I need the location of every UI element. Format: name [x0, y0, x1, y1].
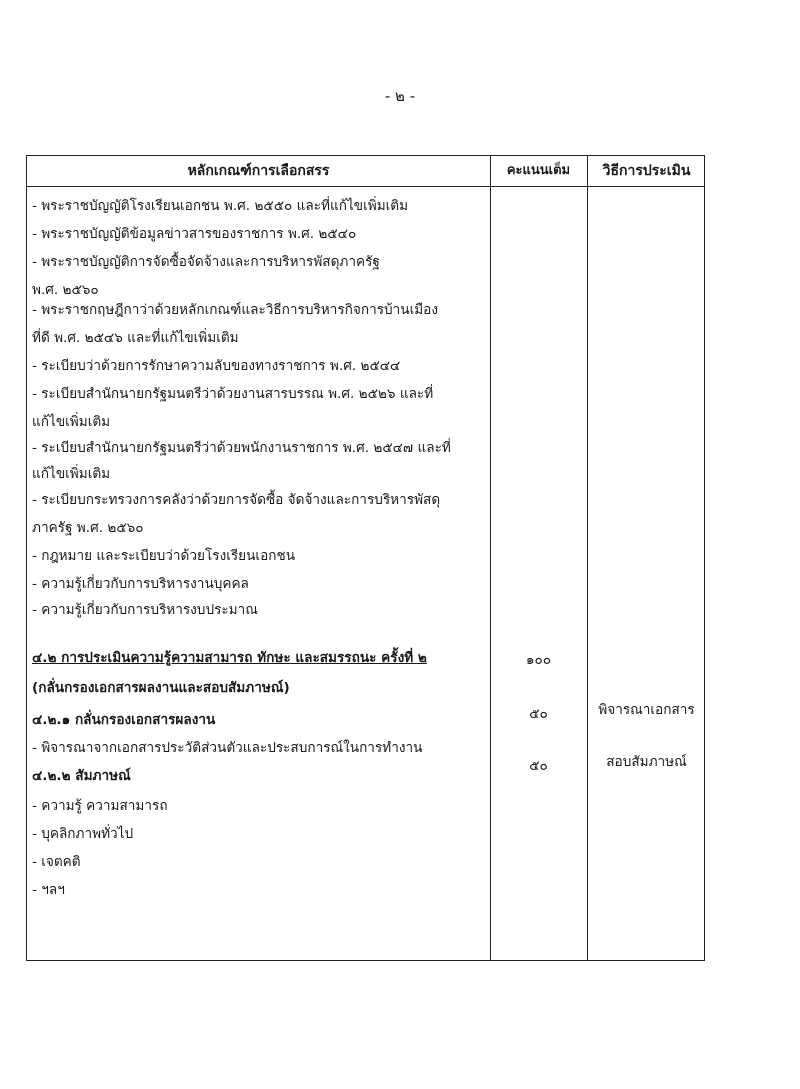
criteria-line: - ระเบียบว่าด้วยการรักษาความลับของทางราชการ พ.ศ. ๒๕๔๔ [32, 358, 401, 374]
criteria-line: - ความรู้ ความสามารถ [32, 798, 168, 814]
criteria-line: - พระราชบัญญัติการจัดซื้อจัดจ้างและการบริหารพัสดุภาครัฐ [32, 254, 380, 270]
score-value: ๕๐ [529, 758, 548, 774]
header-full-score: คะแนนเต็ม [506, 163, 571, 178]
criteria-line: แก้ไขเพิ่มเติม [32, 466, 111, 482]
header-assessment-method: วิธีการประเมิน [602, 163, 691, 179]
criteria-line: - ความรู้เกี่ยวกับการบริหารงบประมาณ [32, 602, 258, 618]
criteria-line: - เจตคติ [32, 854, 81, 870]
criteria-line: - พระราชบัญญัติข้อมูลข่าวสารของราชการ พ.ศ. ๒๕๔๐ [32, 226, 357, 242]
criteria-line: - ระเบียบสำนักนายกรัฐมนตรีว่าด้วยงานสารบรรณ พ.ศ. ๒๕๒๖ และที่ [32, 386, 434, 402]
subsection-heading: ๔.๒.๒ สัมภาษณ์ [32, 768, 131, 784]
criteria-line: ภาครัฐ พ.ศ. ๒๕๖๐ [32, 520, 144, 536]
section-heading: ๔.๒ การประเมินความรู้ความสามารถ ทักษะ และสมรรถนะ ครั้งที่ ๒ [32, 650, 427, 666]
criteria-line: - พระราชกฤษฎีกาว่าด้วยหลักเกณฑ์และวิธีการบริหารกิจการบ้านเมือง [32, 302, 438, 318]
subsection-heading: ๔.๒.๑ กลั่นกรองเอกสารผลงาน [32, 712, 216, 728]
criteria-line: แก้ไขเพิ่มเติม [32, 414, 111, 430]
criteria-line: - ฯลฯ [32, 882, 65, 898]
score-value: ๕๐ [529, 706, 548, 722]
criteria-line: ที่ดี พ.ศ. ๒๕๔๖ และที่แก้ไขเพิ่มเติม [32, 330, 239, 346]
column-divider [587, 156, 588, 960]
section-subheading: (กลั่นกรองเอกสารผลงานและสอบสัมภาษณ์) [32, 680, 290, 696]
criteria-line: - บุคลิกภาพทั่วไป [32, 826, 134, 842]
criteria-line: - พระราชบัญญัติโรงเรียนเอกชน พ.ศ. ๒๕๕๐ และที่แก้ไขเพิ่มเติม [32, 198, 409, 214]
criteria-line: พ.ศ. ๒๕๖๐ [32, 282, 99, 298]
criteria-line: - ระเบียบกระทรวงการคลังว่าด้วยการจัดซื้อ จัดจ้างและการบริหารพัสดุ [32, 492, 441, 508]
criteria-line: - กฎหมาย และระเบียบว่าด้วยโรงเรียนเอกชน [32, 548, 295, 564]
header-criteria: หลักเกณฑ์การเลือกสรร [187, 163, 330, 179]
column-divider [490, 156, 491, 960]
header-divider [27, 186, 704, 187]
criteria-line: - ความรู้เกี่ยวกับการบริหารงานบุคคล [32, 576, 249, 592]
method-value: สอบสัมภาษณ์ [606, 754, 687, 770]
criteria-line: - พิจารณาจากเอกสารประวัติส่วนตัวและประสบการณ์ในการทำงาน [32, 740, 423, 756]
method-value: พิจารณาเอกสาร [598, 702, 695, 718]
criteria-line: - ระเบียบสำนักนายกรัฐมนตรีว่าด้วยพนักงานราชการ พ.ศ. ๒๕๔๗ และที่ [32, 440, 451, 456]
criteria-table [26, 155, 705, 961]
score-value: ๑๐๐ [525, 652, 552, 668]
page-number: - ๒ - [384, 87, 416, 105]
